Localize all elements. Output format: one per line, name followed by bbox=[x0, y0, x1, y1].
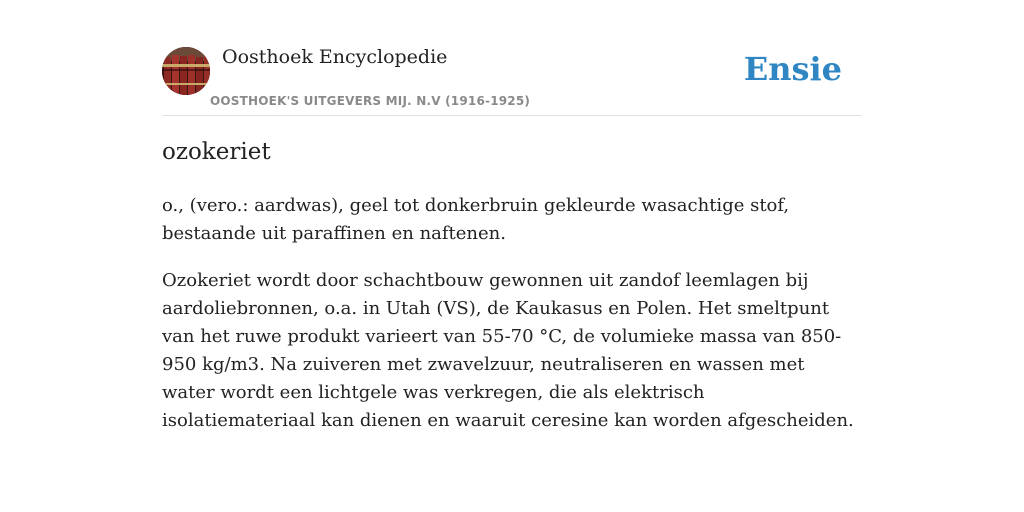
entry-body bbox=[162, 192, 862, 454]
source-subtitle: OOSTHOEK'S UITGEVERS MIJ. N.V (1916-1925) bbox=[210, 94, 531, 108]
encyclopedia-books-icon[interactable] bbox=[162, 47, 210, 95]
entry-paragraph: Ozokeriet wordt door schachtbouw gewonnen uit zandof leemlagen bij aardoliebronnen, o.a. in Utah (VS), de Kaukasus en Polen. Het smeltpunt van het ruwe produkt varieert van 55-70 °C, de volumieke massa van 850-950 kg/m3. Na zuiveren met zwavelzuur, neutraliseren en wassen met water wordt een lichtgele was verkregen, die als elektrisch isolatiemateriaal kan dienen en waaruit ceresine kan worden afgescheiden. bbox=[162, 270, 854, 431]
ensie-logo[interactable]: Ensie bbox=[743, 50, 842, 88]
source-header bbox=[162, 40, 862, 116]
source-title[interactable]: Oosthoek Encyclopedie bbox=[222, 46, 448, 68]
entry-title: ozokeriet bbox=[162, 139, 271, 165]
entry-paragraph: o., (vero.: aardwas), geel tot donkerbruin gekleurde wasachtige stof, bestaande uit paraffinen en naftenen. bbox=[162, 195, 790, 244]
